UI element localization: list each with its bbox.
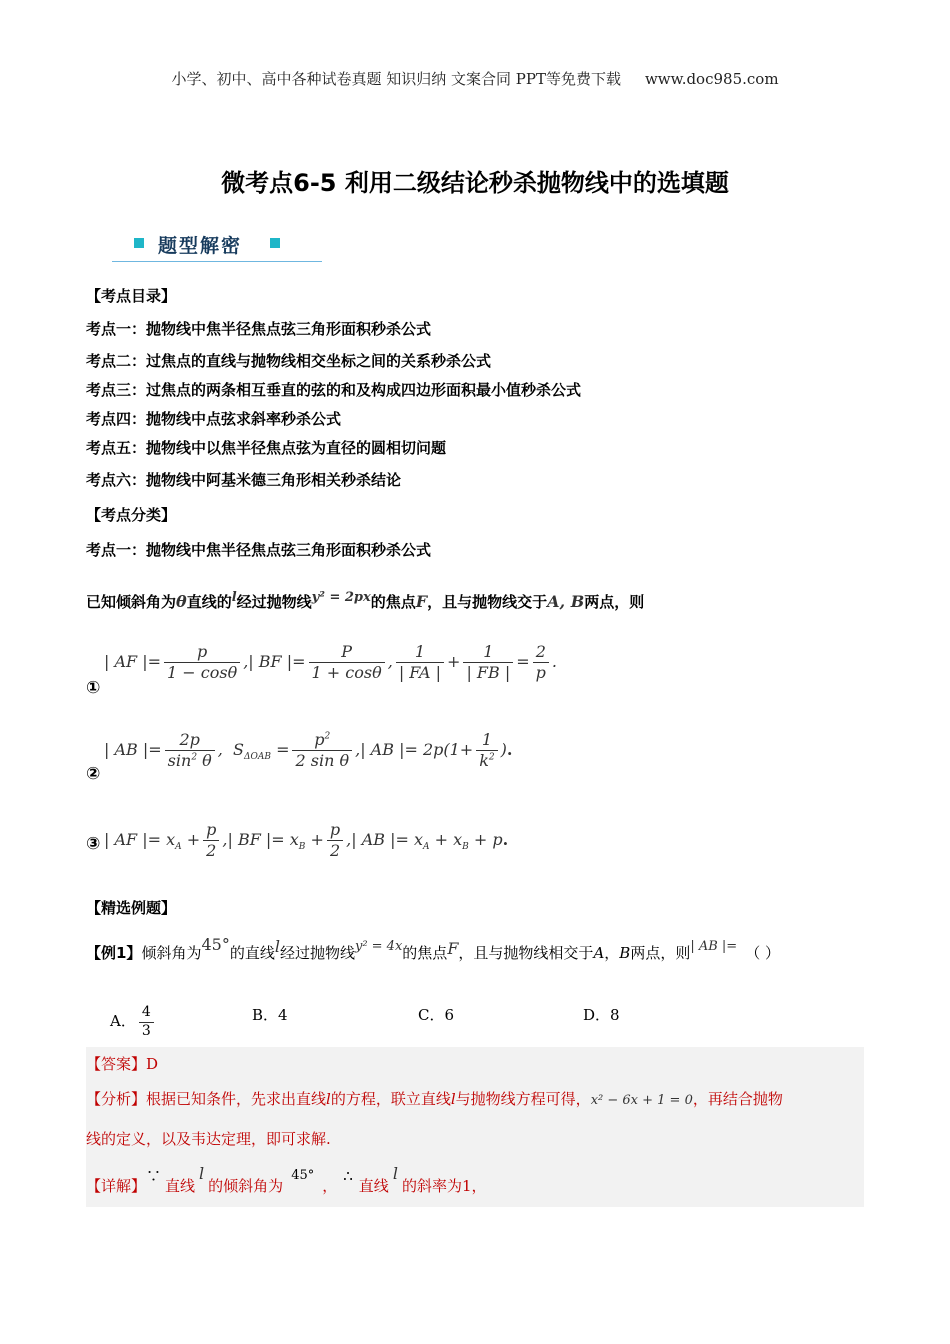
analysis-line-2: 线的定义，以及韦达定理，即可求解. [86, 1130, 331, 1148]
formula-3: ③ | AF |= $x_A$ + $\frac{p}{2}$ ,| BF |= $x_B$ + $\frac{p}{2}$ ,| AB |= $x_A + x_B + p$. [86, 820, 509, 860]
square-icon [270, 238, 280, 248]
page-header [0, 68, 950, 89]
directory-heading: 【考点目录】 [86, 287, 177, 305]
example-1: 【例1】倾斜角为45°的直线l经过抛物线y² = 4x的焦点F，且与抛物线相交于A，B两点，则| AB |= （ ） [86, 935, 780, 962]
formula-2: ② | AB |= $\frac{2p}{\sin^2 \theta}$ , $S_{\Delta OAB}$ = $\frac{p^2}{\text{2 sin θ}}$ ,| AB |= 2p(1+ $\frac{1}{k^2}$ ). [86, 730, 513, 784]
option-a[interactable]: A． $\frac{4}{3}$ [110, 1004, 157, 1040]
directory-item: 考点二：过焦点的直线与抛物线相交坐标之间的关系秒杀公式 [86, 352, 492, 370]
directory-item: 考点三：过焦点的两条相互垂直的弦的和及构成四边形面积最小值秒杀公式 [86, 381, 582, 399]
section-title: 考点一：抛物线中焦半径焦点弦三角形面积秒杀公式 [86, 541, 432, 559]
directory-item: 考点六：抛物线中阿基米德三角形相关秒杀结论 [86, 471, 402, 489]
directory-item: 考点一：抛物线中焦半径焦点弦三角形面积秒杀公式 [86, 320, 432, 338]
directory-item: 考点四：抛物线中点弦求斜率秒杀公式 [86, 410, 342, 428]
banner-underline [112, 261, 322, 262]
answer-line: 【答案】D [86, 1055, 159, 1073]
header-url[interactable]: www.doc985.com [644, 70, 779, 88]
option-d[interactable]: D．8 [583, 1006, 620, 1024]
header-text: 小学、初中、高中各种试卷真题 知识归纳 文案合同 PPT等免费下载 [171, 70, 621, 88]
page-title: 微考点6-5 利用二级结论秒杀抛物线中的选填题 [221, 169, 729, 197]
directory-item: 考点五：抛物线中以焦半径焦点弦为直径的圆相切问题 [86, 439, 447, 457]
intro-text: 已知倾斜角为θ直线的l经过抛物线y² = 2px的焦点F，且与抛物线交于A, B两点，则 [86, 590, 645, 611]
banner-label: 题型解密 [158, 235, 243, 257]
classification-heading: 【考点分类】 [86, 506, 177, 524]
examples-heading: 【精选例题】 [86, 899, 177, 917]
square-icon [134, 238, 144, 248]
analysis-line-1: 【分析】根据已知条件，先求出直线l的方程，联立直线l与抛物线方程可得，x² − 6x + 1 = 0，再结合抛物 [86, 1090, 783, 1108]
section-banner [112, 232, 322, 264]
detail-line: 【详解】∵直线l的倾斜角为45°，∴直线l的斜率为1， [86, 1164, 487, 1195]
formula-1: ① | AF |= $\frac{p}{1 - \cos\theta}$ ,| BF |= $\frac{P}{1 + \cos\theta}$ , $\frac{1}{| FA |}$ + $\frac{1}{| FB |}$ = $\frac{2}{p}$ . [86, 642, 558, 698]
option-b[interactable]: B．4 [252, 1006, 288, 1024]
option-c[interactable]: C．6 [418, 1006, 455, 1024]
